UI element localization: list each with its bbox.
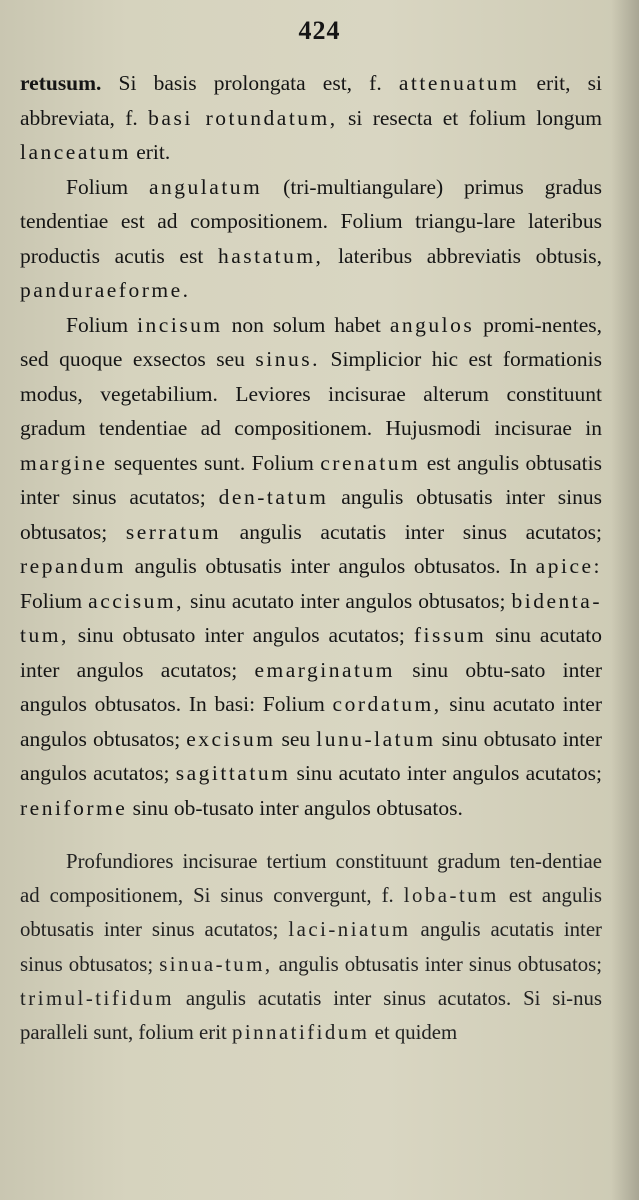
spaced-term: angulatum	[149, 174, 263, 199]
spaced-term: incisum	[137, 312, 223, 337]
spaced-term: serratum	[125, 519, 222, 544]
text-run: angulis acutatis inter sinus obtusatos;	[20, 918, 602, 976]
text-run: sinu obtusato inter angulos acutatos;	[20, 726, 602, 785]
text-run: (tri-multiangulare) primus gradus tendentiae est ad compositionem. Folium triangu-lare lateribus productis acutis est	[20, 174, 602, 268]
text-run: lateribus abbreviatis obtusis,	[323, 243, 602, 268]
spaced-term: angulos	[389, 312, 475, 337]
spaced-term: sinua-tum,	[159, 952, 273, 976]
text-run: angulis obtusatis inter angulos obtusatos. In	[125, 554, 536, 578]
spaced-term: sinus.	[255, 347, 320, 371]
spaced-term: accisum,	[88, 588, 184, 613]
paragraph-folium-angulatum	[20, 170, 602, 308]
text-run: Profundiores incisurae tertium constituunt gradum ten-dentiae ad compositionem, Si sinus convergunt, f.	[20, 850, 602, 908]
text-run: Folium	[66, 312, 138, 337]
text-run: est angulis obtusatis inter sinus acutatos;	[20, 884, 603, 942]
paragraph-profundiores-incisurae	[20, 845, 602, 1050]
spaced-term: bidenta-tum,	[20, 588, 602, 647]
text-run: sinu obtu-sato inter angulos obtusatos. In basi: Folium	[20, 657, 602, 716]
spaced-term: den-tatum	[218, 485, 329, 509]
text-run: seu	[275, 726, 317, 751]
spaced-term: laci-niatum	[288, 918, 411, 942]
text-run: Folium	[20, 588, 89, 613]
spaced-term: basi rotundatum,	[148, 105, 338, 130]
spaced-term: excisum	[186, 726, 276, 751]
spaced-term: sagittatum	[175, 761, 291, 785]
text-run: si resecta et folium longum	[337, 105, 602, 130]
spaced-term: loba-tum	[403, 884, 499, 908]
paragraph-retusum	[20, 66, 602, 170]
spaced-term: apice:	[535, 554, 602, 578]
spaced-term: emarginatum	[254, 657, 395, 682]
text-run: erit, si abbreviata, f.	[20, 71, 602, 130]
text-run: sinu ob-tusato inter angulos obtusatos.	[127, 795, 463, 820]
spaced-term: lanceatum	[20, 140, 131, 164]
page-body	[20, 66, 602, 1050]
spaced-term: margine	[20, 450, 108, 475]
text-run: angulis obtusatis inter sinus obtusatos;	[272, 952, 602, 976]
spaced-term: repandum	[20, 554, 126, 578]
text-run: erit.	[130, 140, 171, 164]
spaced-term: attenuatum	[398, 71, 520, 95]
text-run: sinu acutato inter angulos acutatos;	[290, 761, 602, 785]
text-run: est angulis obtusatis inter sinus acutatos;	[20, 450, 602, 509]
page-number: 424	[298, 16, 341, 45]
spaced-term: hastatum,	[217, 243, 324, 268]
spaced-term: panduraeforme.	[20, 278, 191, 302]
page-edge-shadow	[611, 0, 639, 1200]
text-run: sinu acutato inter angulos obtusatos;	[20, 692, 602, 751]
text-run: sinu acutato inter angulos acutatos;	[20, 623, 602, 682]
text-run: angulis acutatis inter sinus acutatos. Si si-nus paralleli sunt, folium erit	[20, 986, 602, 1045]
spaced-term: reniforme	[20, 795, 128, 820]
spaced-term: crenatum	[320, 450, 421, 475]
spaced-term: fissum	[413, 623, 487, 647]
spaced-term: pinnatifidum	[231, 1021, 370, 1045]
text-run: Simplicior hic est formationis modus, vegetabilium. Leviores incisurae alterum constituunt gradum tendentiae ad compositionem. Hujusmodi incisurae in	[20, 347, 602, 440]
text-run: non solum habet	[222, 312, 390, 337]
text-run: angulis obtusatis inter sinus obtusatos;	[20, 485, 602, 544]
bold-term: retusum.	[20, 71, 102, 95]
text-run: et quidem	[369, 1021, 458, 1045]
paragraph-folium-incisum	[20, 308, 602, 826]
spaced-term: trimul-tifidum	[20, 986, 174, 1010]
text-run: sinu acutato inter angulos obtusatos;	[183, 588, 512, 613]
text-run: Si basis prolongata est, f.	[101, 71, 399, 95]
text-run: angulis acutatis inter sinus acutatos;	[221, 519, 602, 544]
text-run: Folium	[66, 174, 150, 199]
spaced-term: lunu-latum	[316, 726, 436, 751]
spaced-term: cordatum,	[332, 692, 442, 716]
text-run: sequentes sunt. Folium	[107, 450, 321, 475]
text-run: sinu obtusato inter angulos acutatos;	[68, 623, 414, 647]
text-run: promi-nentes, sed quoque exsectos seu	[20, 312, 602, 371]
